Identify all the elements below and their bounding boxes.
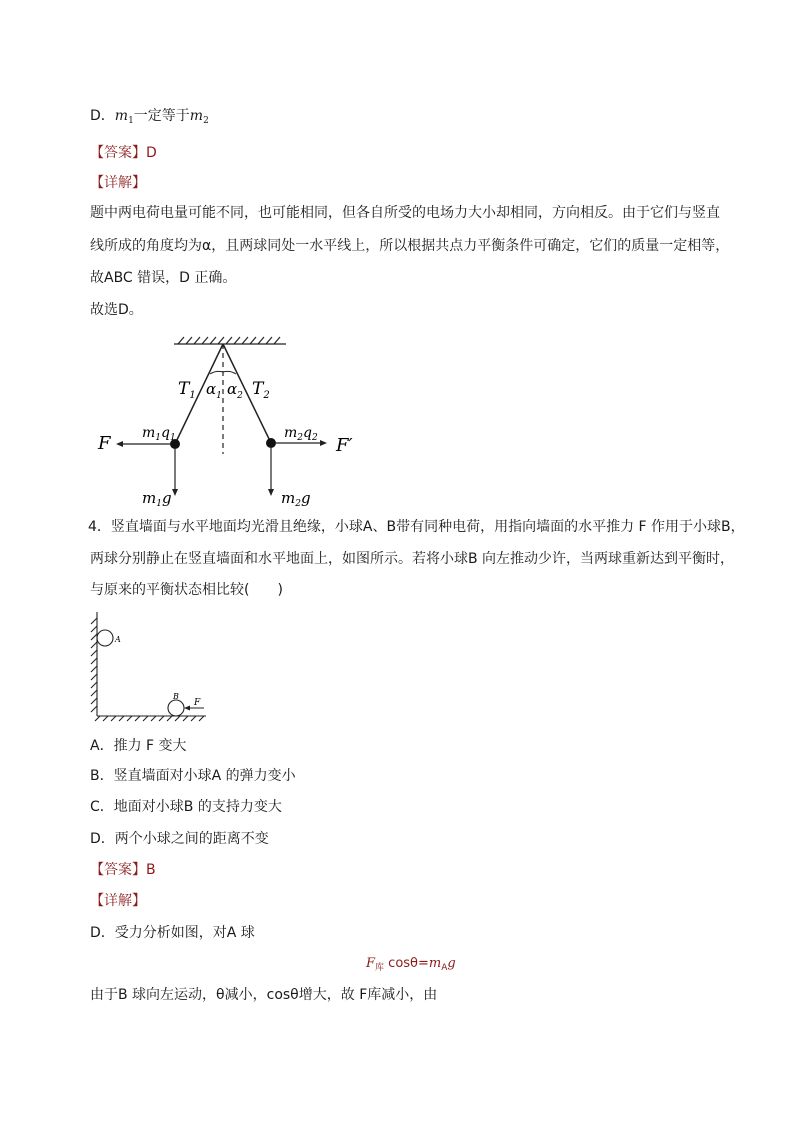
conclusion: 故选D。	[90, 302, 143, 318]
label-B: B	[173, 692, 179, 701]
q4-detail-label: 【详解】	[90, 893, 146, 909]
answer-label: 【答案】D	[90, 145, 157, 161]
label-alpha2: $\alpha_2$	[227, 380, 243, 401]
gravity-arrow-1-head	[172, 489, 178, 496]
q4-formula: $F_库$ $\cos\theta=m_Ag$	[366, 956, 456, 973]
wall-hatch	[91, 612, 97, 716]
q4-answer-label: 【答案】B	[90, 862, 156, 878]
label-Fprime: F′	[336, 435, 353, 456]
push-force-arrow-head	[184, 706, 190, 711]
option-d-text: 一定等于	[133, 108, 190, 124]
detail-line-3: 故ABC 错误，D 正确。	[90, 270, 237, 286]
q4-option-d: D．两个小球之间的距离不变	[90, 831, 269, 847]
angle-arc-right	[223, 371, 236, 374]
ball-B	[168, 700, 184, 716]
detail-line-1: 题中两电荷电量可能不同，也可能相同，但各自所受的电场力大小却相同，方向相反。由于它们与竖直	[90, 205, 720, 221]
detail-line-2: 线所成的角度均为α，且两球同处一水平线上，所以根据共点力平衡条件可确定，它们的质量一定相等，	[90, 238, 730, 254]
angle-arc-left	[210, 371, 223, 374]
q4-option-b: B．竖直墙面对小球A 的弹力变小	[90, 768, 296, 784]
force-arrow-Fp-head	[320, 440, 327, 446]
label-m2g: $m_2g$	[281, 489, 311, 509]
force-arrow-F-head	[116, 441, 123, 447]
label-F: F	[98, 433, 111, 454]
label-A: A	[115, 635, 121, 644]
label-m2q2: $m_2q_2$	[284, 425, 318, 443]
label-T2: $T_2$	[252, 379, 270, 401]
q4-option-a: A．推力 F 变大	[90, 738, 187, 754]
ball-2	[266, 438, 276, 448]
m2-symbol: $m_2$	[189, 108, 209, 126]
label-force-F: F	[194, 698, 201, 708]
q4-stem-line-3: 与原来的平衡状态相比较( )	[90, 582, 283, 598]
option-d-prefix: D．	[90, 108, 115, 124]
floor-hatch	[95, 716, 206, 721]
q4-option-c: C．地面对小球B 的支持力变大	[90, 799, 282, 815]
label-m1g: $m_1g$	[142, 489, 172, 509]
label-m1q1: $m_1q_1$	[142, 425, 176, 443]
pendulum-figure	[90, 330, 370, 510]
q4-detail-line-1: D．受力分析如图，对A 球	[90, 925, 255, 941]
ball-A	[97, 630, 113, 646]
label-T1: $T_1$	[178, 379, 196, 401]
q4-detail-line-2: 由于B 球向左运动，θ减小，cosθ增大，故 F库减小，由	[90, 987, 438, 1003]
option-d-line	[90, 106, 209, 131]
q4-stem-line-1: 4．竖直墙面与水平地面均光滑且绝缘，小球A、B带有同种电荷，用指向墙面的水平推力 F 作用于小球B，	[88, 519, 745, 535]
detail-label: 【详解】	[90, 175, 146, 191]
q4-stem-line-2: 两球分别静止在竖直墙面和水平地面上，如图所示。若将小球B 向左推动少许，当两球重新达到平衡时，	[90, 551, 735, 567]
wall-floor-figure	[88, 608, 218, 723]
gravity-arrow-2-head	[268, 489, 274, 496]
ceiling-hatch	[174, 337, 286, 344]
label-alpha1: $\alpha_1$	[206, 380, 222, 401]
m1-symbol: $m_1$	[114, 108, 134, 126]
